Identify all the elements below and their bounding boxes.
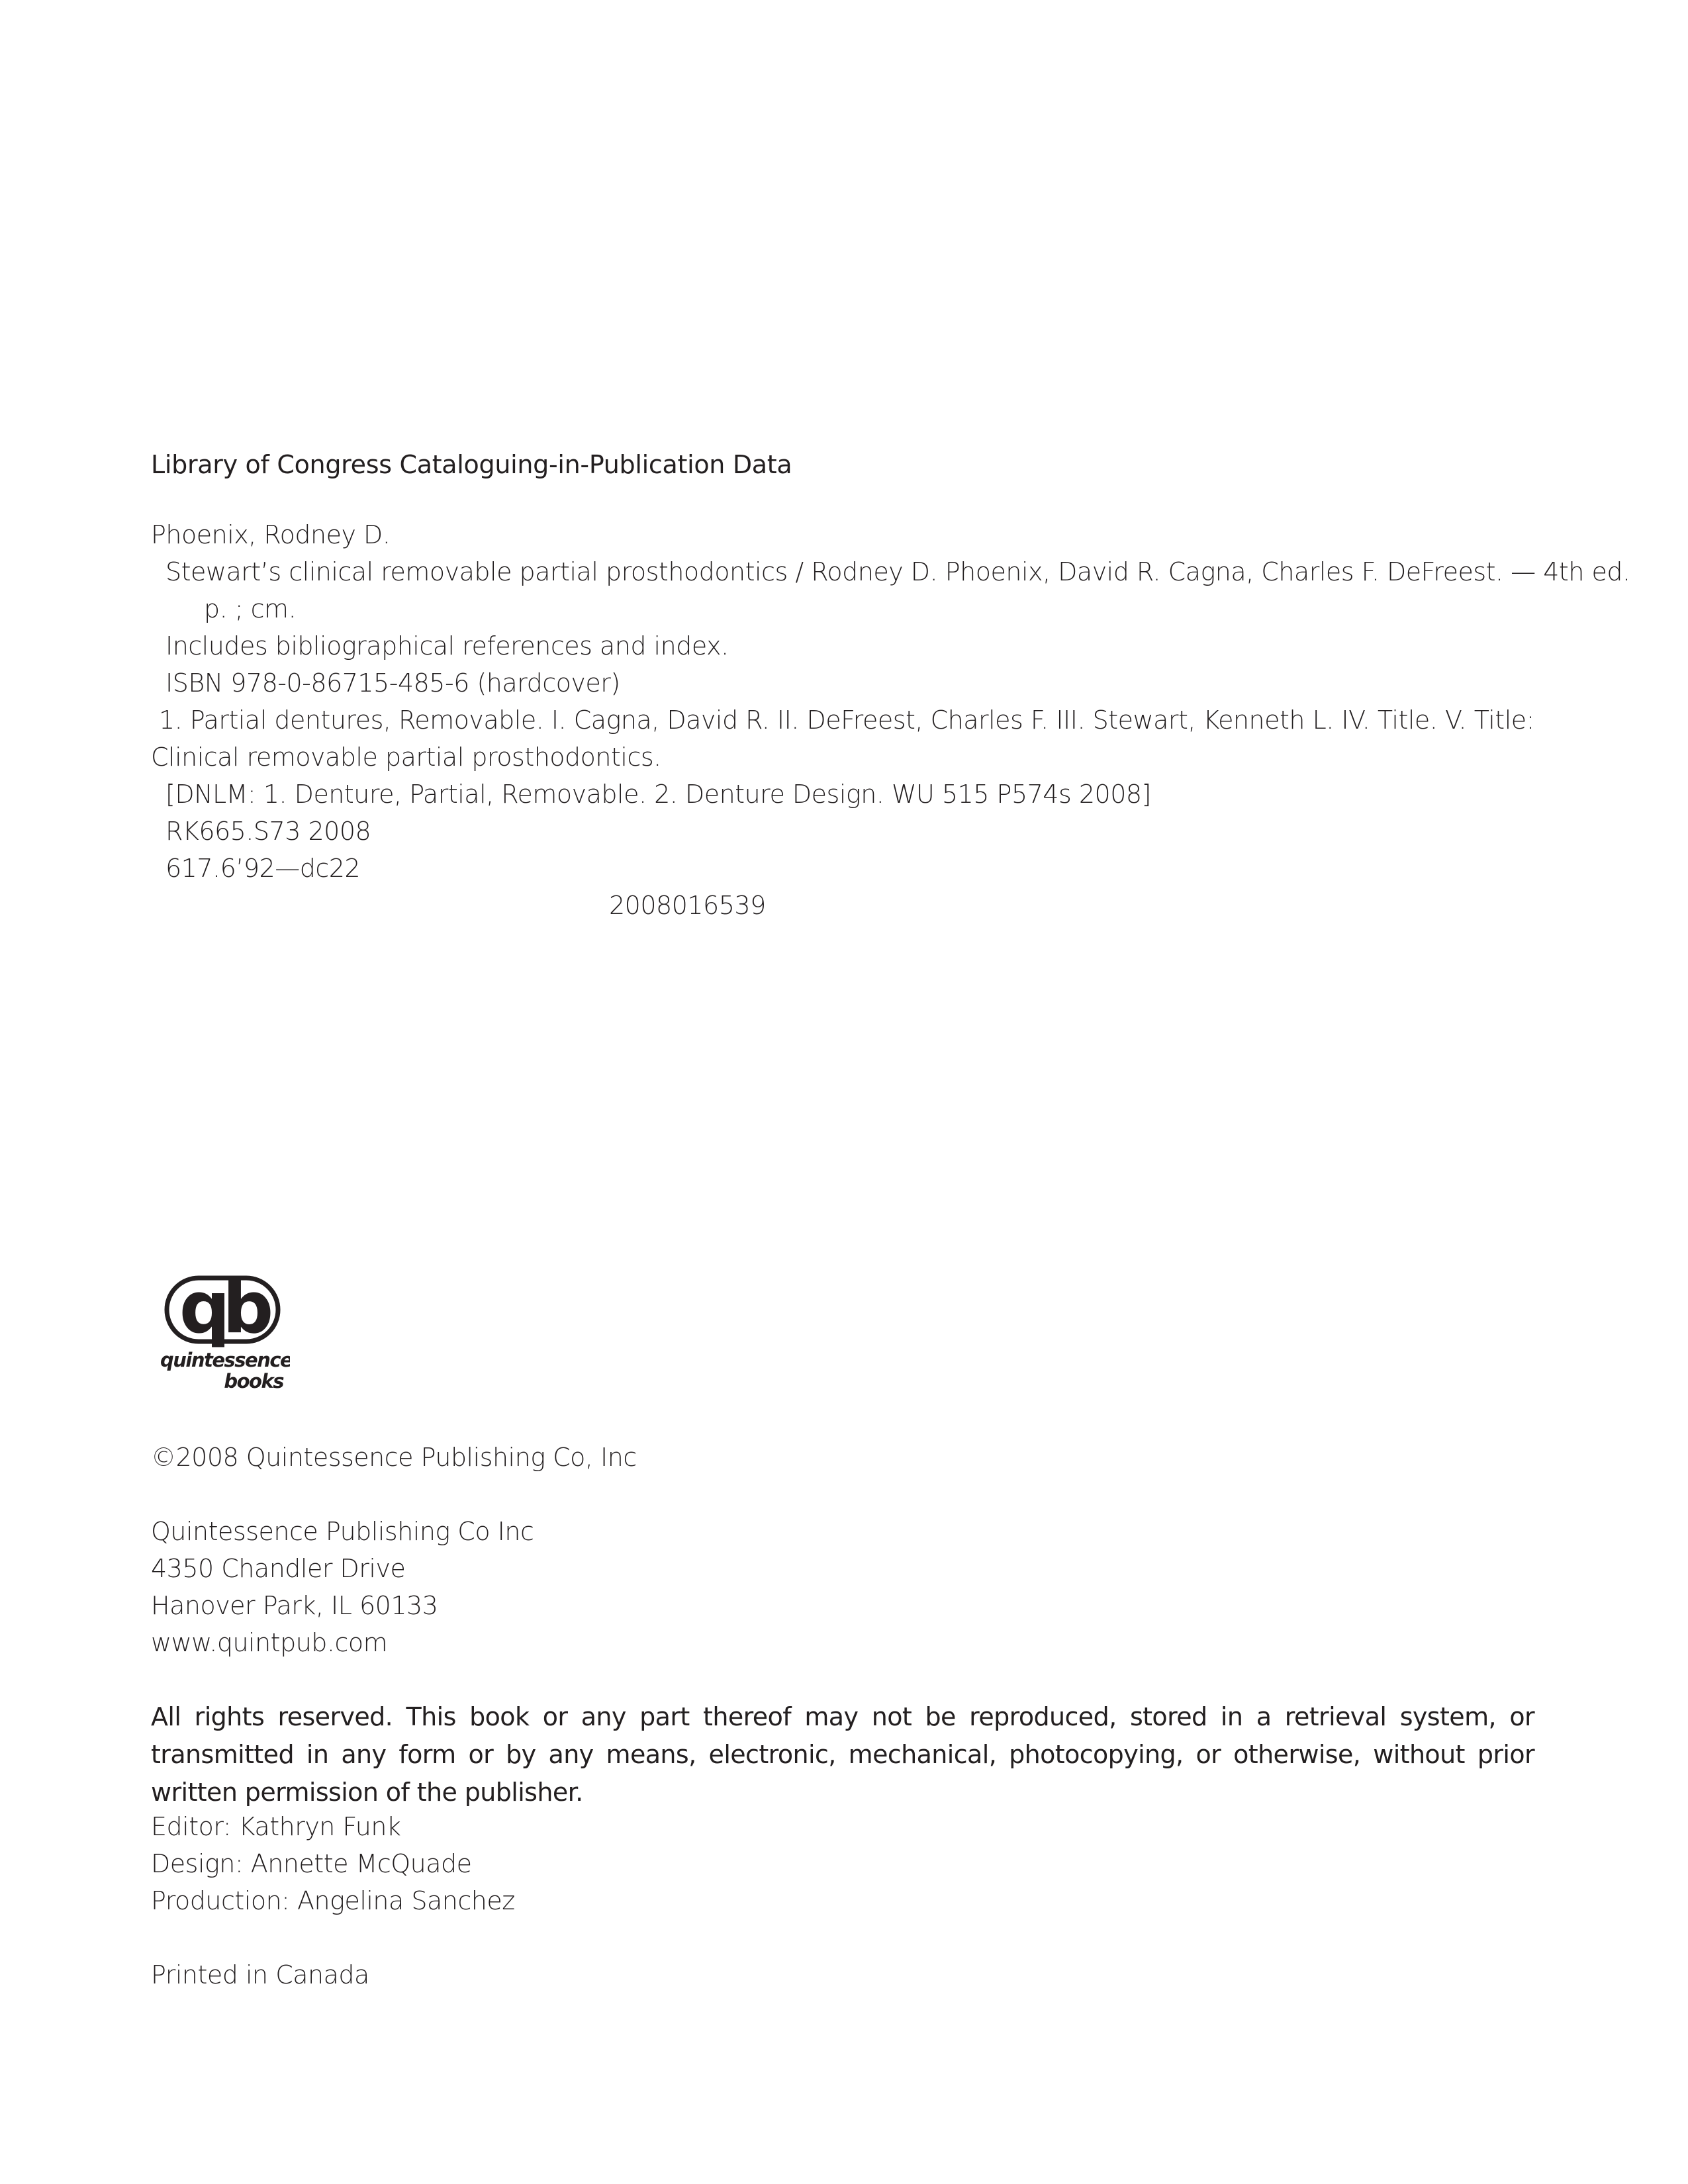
qb-logo-icon [158,1274,290,1406]
cip-heading: Library of Congress Cataloguing-in-Publication Data [151,450,792,479]
cip-subjects-line1: 1. Partial dentures, Removable. I. Cagna, David R. II. DeFreest, Charles F. III. Stewart, Kenneth L. IV. Title. V. Title: [159,705,1534,735]
cip-subjects-line2: Clinical removable partial prosthodontics. [151,743,661,772]
publisher-website: www.quintpub.com [151,1628,388,1657]
publisher-name: Quintessence Publishing Co Inc [151,1517,534,1546]
quintessence-books-logo [158,1274,290,1406]
cip-isbn: ISBN 978-0-86715-485-6 (hardcover) [165,668,620,698]
logo-letters: qb [179,1274,266,1349]
credit-editor: Editor: Kathryn Funk [151,1812,401,1841]
rights-statement: All rights reserved. This book or any part thereof may not be reproduced, stored in a retrieval system, or transmitted in any form or by any means, electronic, mechanical, photocopying, or otherwise, without prior written permission of the publisher. [151,1702,1534,1807]
cip-title-line: Stewart’s clinical removable partial prosthodontics / Rodney D. Phoenix, David R. Cagna, Charles F. DeFreest. — 4th ed. [165,557,1630,586]
cip-dnlm: [DNLM: 1. Denture, Partial, Removable. 2. Denture Design. WU 515 P574s 2008] [165,780,1151,809]
cip-lccn: 2008016539 [609,891,766,920]
cip-lc-call-number: RK665.S73 2008 [165,817,371,846]
copyright-notice: ©2008 Quintessence Publishing Co, Inc [151,1443,637,1472]
publisher-city: Hanover Park, IL 60133 [151,1591,438,1620]
printed-in: Printed in Canada [151,1960,369,1989]
logo-line2: books [224,1370,283,1392]
cip-physical: p. ; cm. [204,594,297,623]
logo-line1: quintessence [160,1349,290,1371]
cip-notes: Includes bibliographical references and index. [165,631,729,660]
publisher-street: 4350 Chandler Drive [151,1554,406,1583]
cip-author: Phoenix, Rodney D. [151,520,391,549]
credit-production: Production: Angelina Sanchez [151,1886,515,1915]
cip-dewey-number: 617.6’92—dc22 [165,854,361,883]
credit-design: Design: Annette McQuade [151,1849,472,1878]
